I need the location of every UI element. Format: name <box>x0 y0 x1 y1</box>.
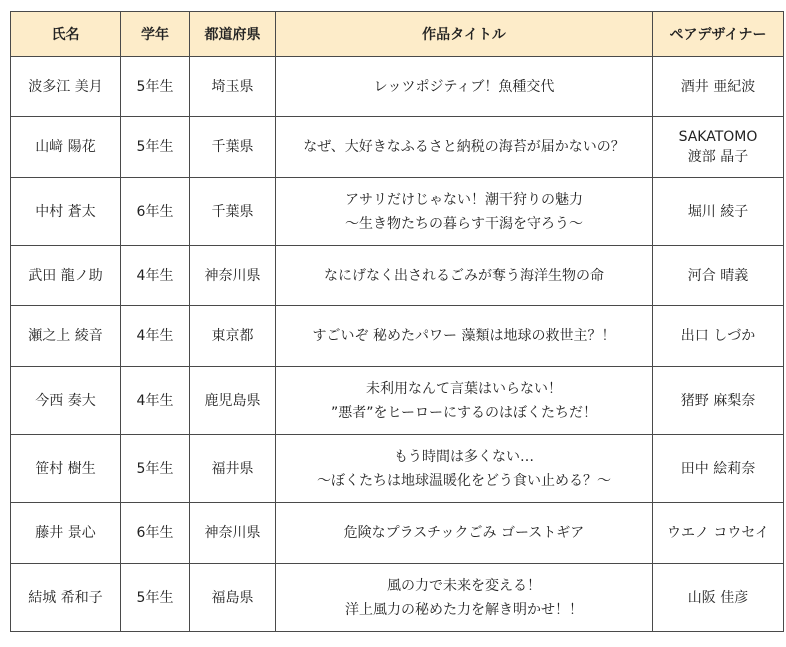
header-grade: 学年 <box>121 12 190 57</box>
cell-title <box>276 246 653 306</box>
table-row <box>11 435 784 503</box>
cell-title <box>276 117 653 178</box>
works-table <box>10 11 784 632</box>
designer-line: 出口 しづか <box>680 328 756 344</box>
title-line: レッツポジティブ！魚種交代 <box>373 78 555 95</box>
cell-grade: 4年生 <box>121 367 190 435</box>
cell-prefecture: 埼玉県 <box>190 57 276 117</box>
designer-line: ウエノ コウセイ <box>666 525 770 541</box>
title-line: なにげなく出されるごみが奪う海洋生物の命 <box>324 267 604 284</box>
cell-name: 武田 龍ノ助 <box>11 246 121 306</box>
designer-line: 山阪 佳彦 <box>687 589 749 606</box>
title-line: ～ぼくたちは地球温暖化をどう食い止める？～ <box>317 472 611 489</box>
title-line: 洋上風力の秘めた力を解き明かせ！！ <box>345 601 583 618</box>
cell-designer <box>653 246 784 306</box>
cell-grade: 5年生 <box>121 435 190 503</box>
cell-designer <box>653 564 784 632</box>
cell-name: 瀬之上 綾音 <box>11 306 121 367</box>
title-line: すごいぞ 秘めたパワー 藻類は地球の救世主？！ <box>312 328 616 344</box>
cell-name: 藤井 景心 <box>11 503 121 564</box>
header-prefecture: 都道府県 <box>190 12 276 57</box>
cell-title <box>276 435 653 503</box>
title-line: なぜ、大好きなふるさと納税の海苔が届かないの？ <box>303 139 625 155</box>
title-line: ”悪者”をヒーローにするのはぼくたちだ！ <box>331 404 597 421</box>
cell-designer <box>653 435 784 503</box>
cell-grade: 5年生 <box>121 564 190 632</box>
header-name: 氏名 <box>11 12 121 57</box>
cell-designer <box>653 57 784 117</box>
cell-prefecture: 東京都 <box>190 306 276 367</box>
cell-grade: 5年生 <box>121 57 190 117</box>
cell-grade: 4年生 <box>121 246 190 306</box>
cell-designer <box>653 367 784 435</box>
cell-designer <box>653 306 784 367</box>
header-row <box>11 12 784 57</box>
title-line: 未利用なんて言葉はいらない！ <box>366 380 562 397</box>
cell-grade: 6年生 <box>121 503 190 564</box>
cell-prefecture: 福島県 <box>190 564 276 632</box>
header-title: 作品タイトル <box>276 12 653 57</box>
cell-prefecture: 千葉県 <box>190 117 276 178</box>
cell-prefecture: 神奈川県 <box>190 246 276 306</box>
header-pair-designer: ペアデザイナー <box>653 12 784 57</box>
designer-line: 酒井 亜紀波 <box>680 78 756 95</box>
table-row <box>11 367 784 435</box>
cell-prefecture: 千葉県 <box>190 178 276 246</box>
title-line: ～生き物たちの暮らす干潟を守ろう～ <box>345 215 583 232</box>
designer-line: 猪野 麻梨奈 <box>680 392 756 409</box>
designer-line: SAKATOMO <box>678 129 758 145</box>
table-body <box>11 57 784 632</box>
cell-name: 笹村 樹生 <box>11 435 121 503</box>
title-line: 危険なプラスチックごみ ゴーストギア <box>343 525 585 541</box>
designer-line: 河合 晴義 <box>687 267 749 284</box>
cell-title <box>276 367 653 435</box>
cell-name: 中村 蒼太 <box>11 178 121 246</box>
table-container <box>10 11 784 632</box>
cell-title <box>276 564 653 632</box>
cell-name: 山﨑 陽花 <box>11 117 121 178</box>
table-row <box>11 178 784 246</box>
cell-grade: 5年生 <box>121 117 190 178</box>
cell-prefecture: 鹿児島県 <box>190 367 276 435</box>
cell-title <box>276 178 653 246</box>
table-row <box>11 564 784 632</box>
table-row <box>11 117 784 178</box>
designer-line: 堀川 綾子 <box>687 203 749 220</box>
cell-title <box>276 503 653 564</box>
title-line: 風の力で未来を変える！ <box>387 577 541 594</box>
table-row <box>11 246 784 306</box>
cell-name: 今西 奏大 <box>11 367 121 435</box>
cell-prefecture: 福井県 <box>190 435 276 503</box>
designer-line: 田中 絵莉奈 <box>680 460 756 477</box>
cell-grade: 4年生 <box>121 306 190 367</box>
cell-designer <box>653 503 784 564</box>
cell-designer <box>653 178 784 246</box>
cell-title <box>276 57 653 117</box>
table-row <box>11 503 784 564</box>
title-line: もう時間は多くない… <box>394 448 534 465</box>
cell-designer <box>653 117 784 178</box>
cell-prefecture: 神奈川県 <box>190 503 276 564</box>
table-row <box>11 306 784 367</box>
cell-grade: 6年生 <box>121 178 190 246</box>
table-row <box>11 57 784 117</box>
title-line: アサリだけじゃない！潮干狩りの魅力 <box>345 191 583 208</box>
cell-title <box>276 306 653 367</box>
cell-name: 結城 希和子 <box>11 564 121 632</box>
cell-name: 波多江 美月 <box>11 57 121 117</box>
designer-line: 渡部 晶子 <box>687 149 749 165</box>
